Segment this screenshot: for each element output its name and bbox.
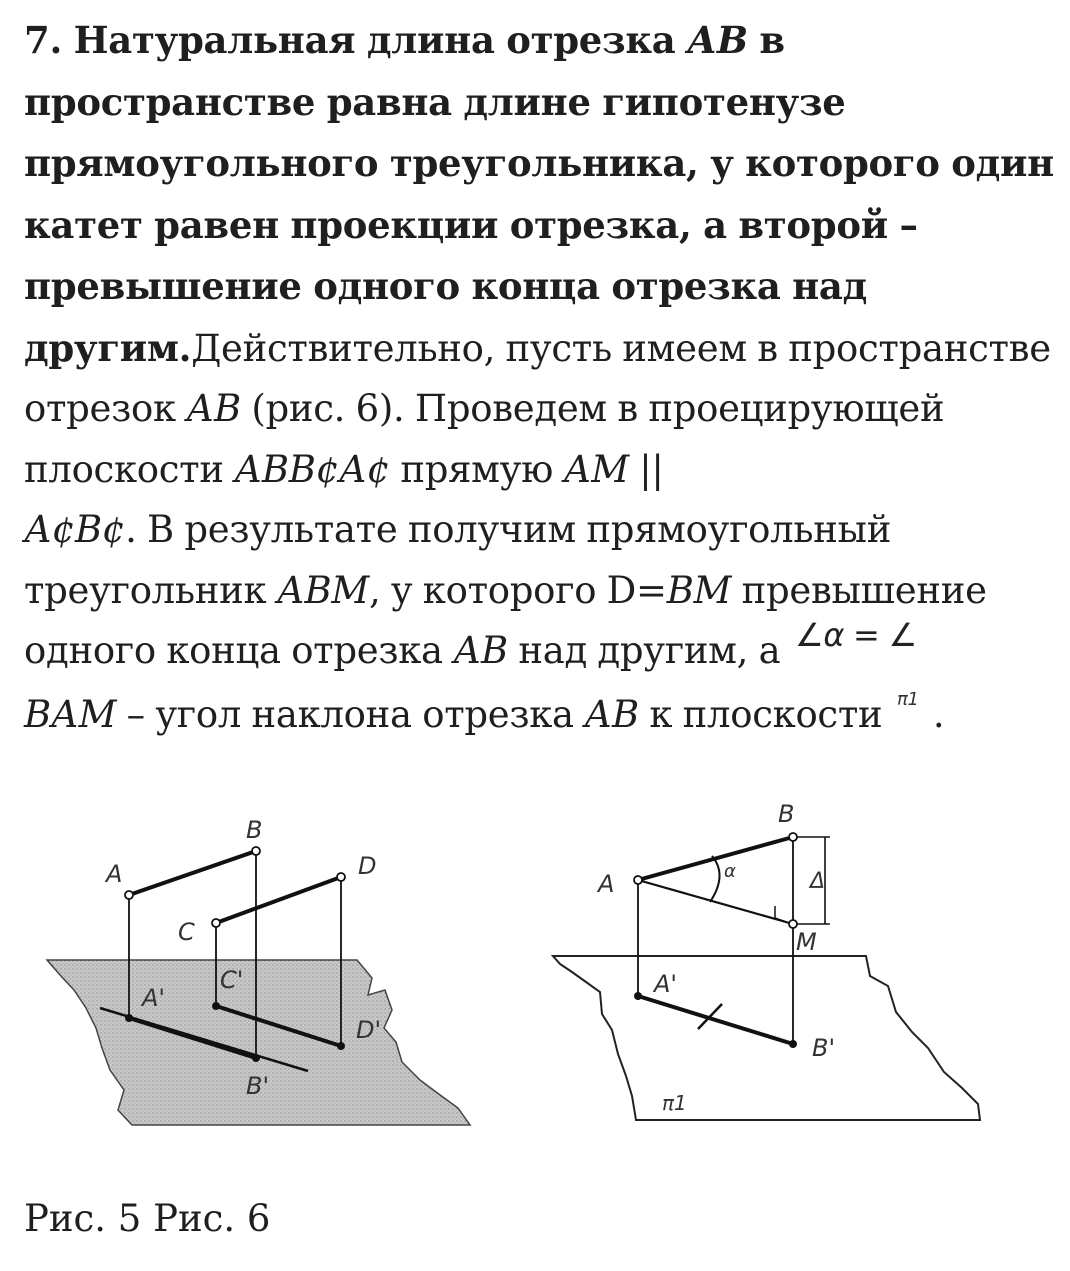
fig5-label-d: D <box>358 852 377 880</box>
fig6-label-m: M <box>796 928 817 956</box>
fig6-label-a-proj: A' <box>654 970 678 998</box>
theorem-statement: 7. Натуральная длина отрезка АВ в пространстве равна длине гипотенузе прямоугольного треугольника, у которого один катет равен проекции отрезка, а второй – превышение одного конца отрезка над другим. <box>24 18 1054 370</box>
angle-formula-image <box>791 616 941 679</box>
fig6-plane <box>553 956 980 1120</box>
svg-text:π1: π1 <box>896 689 919 710</box>
fig5-label-b: B <box>246 816 263 844</box>
fig5-shaded-plane <box>47 960 470 1125</box>
svg-text:∠α = ∠: ∠α = ∠ <box>794 616 917 655</box>
plane-symbol-image <box>893 681 933 742</box>
fig6-label-a: A <box>598 870 615 898</box>
fig6-label-b: B <box>778 800 795 828</box>
fig6-label-delta: Δ <box>810 869 826 894</box>
fig5-label-b-proj: B' <box>246 1072 270 1100</box>
figure-6 <box>553 800 980 1120</box>
figure-caption: Рис. 5 Рис. 6 <box>24 1197 271 1240</box>
fig5-label-a-proj: A' <box>142 984 166 1012</box>
fig5-label-c: C <box>178 918 195 946</box>
figures <box>0 780 1070 1160</box>
fig6-label-alpha: α <box>724 861 736 882</box>
fig6-label-b-proj: B' <box>812 1034 836 1062</box>
theorem-paragraph: 7. Натуральная длина отрезка АВ в пространстве равна длине гипотенузе прямоугольного треугольника, у которого один катет равен проекции отрезка, а второй – превышение одного конца отрезка над другим.Действительно, пусть имеем в пространстве отрезок АВ (рис. 6). Проведем в проецирующей плоскости АВВ¢А¢ прямую АМ || А¢В¢. В результате получим прямоугольный треугольник АВМ, у которого D=ВМ превышение одного конца отрезка АВ над другим, а ∠α = ∠ ВАМ – угол наклона отрезка АВ к плоскости π1 . <box>24 10 1054 748</box>
figure-5 <box>47 816 470 1125</box>
fig5-label-d-proj: D' <box>356 1016 382 1044</box>
fig5-label-c-proj: C' <box>220 966 244 994</box>
fig6-label-plane: π1 <box>662 1091 687 1115</box>
fig5-label-a: A <box>106 860 123 888</box>
